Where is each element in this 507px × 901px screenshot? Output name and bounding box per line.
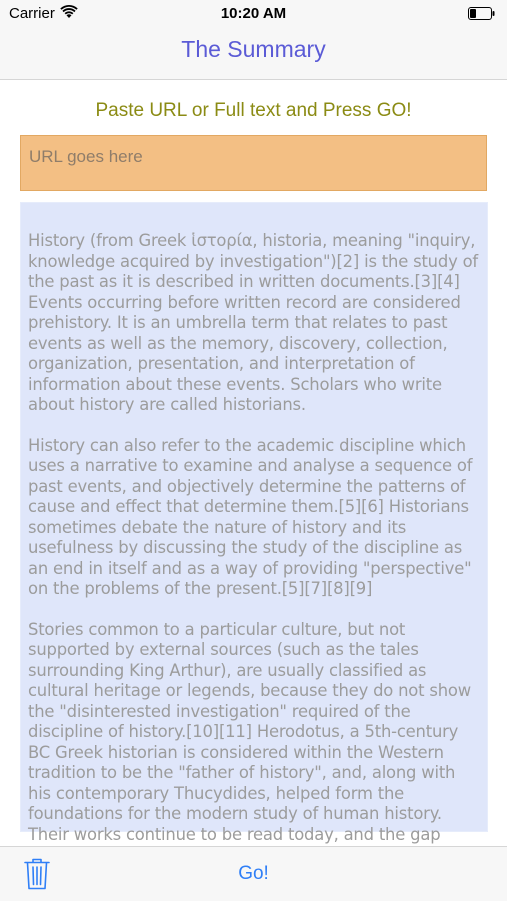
url-input[interactable]	[20, 135, 487, 191]
go-button[interactable]: Go!	[238, 863, 269, 884]
bottom-toolbar	[0, 846, 507, 901]
url-placeholder: URL goes here	[29, 147, 143, 166]
go-button-container	[0, 863, 507, 885]
full-text-area[interactable]	[20, 202, 488, 844]
text-paragraph: History (from Greek ἱστορία, historia, meaning "inquiry, knowledge acquired by investigation")[2] is the study of the past as it is described in written documents.[3][4] Events occurring before written record are considered prehistory. It is an umbrella term that relates to past events as well as the memory, discovery, collection, organization, presentation, and interpretation of information about these events. Scholars who write about history are called historians.	[28, 231, 478, 414]
carrier-label: Carrier	[9, 5, 55, 22]
status-time: 10:20 AM	[220, 5, 287, 22]
text-paragraph: History can also refer to the academic discipline which uses a narrative to examine and analyse a sequence of past events, and objectively determine the patterns of cause and effect that determine them.[5][6] Historians sometimes debate the nature of history and its usefulness by discussing the study of the discipline as an end in itself and as a way of providing "perspective" on the problems of the present.[5][7][8][9]	[28, 435, 473, 598]
nav-title: The Summary	[181, 36, 326, 62]
status-bar	[0, 0, 507, 28]
text-paragraph: Stories common to a particular culture, but not supported by external sources (such as the tales surrounding King Arthur), are usually classified as cultural heritage or legends, because they do not show the "disinterested investigation" required of the discipline of history.[10][11] Herodotus, a 5th-century BC Greek historian is considered within the Western tradition to be the "father of history", and, along with his contemporary Thucydides, helped form the foundations for the modern study of human history. Their works continue to be read today, and the gap	[28, 619, 471, 844]
instruction-text: Paste URL or Full text and Press GO!	[95, 100, 412, 121]
battery-icon	[468, 7, 495, 20]
